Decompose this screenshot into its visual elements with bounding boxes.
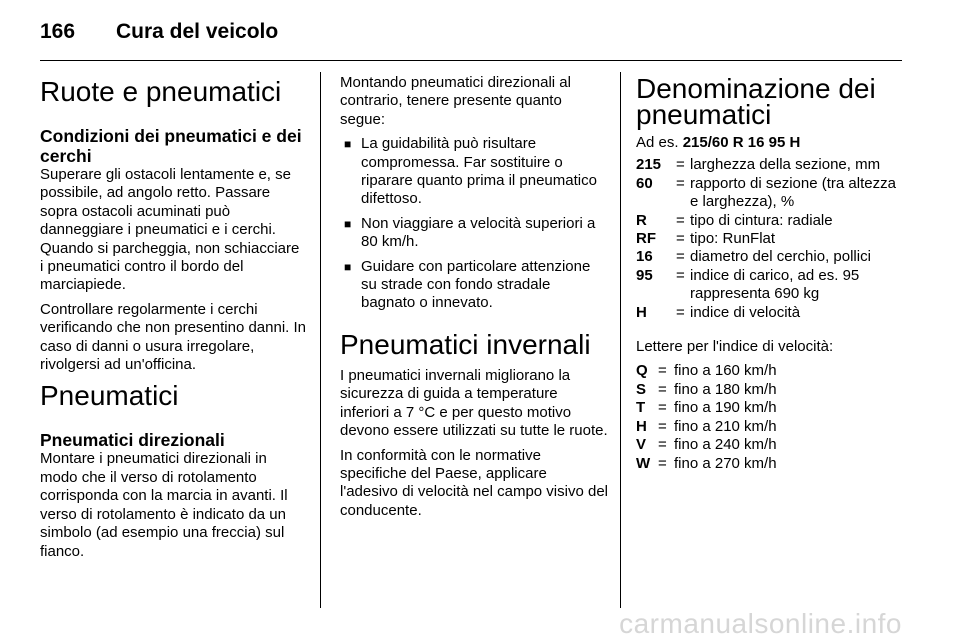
paragraph-invernali-1: I pneumatici invernali migliorano la sicurezza di guida a temperature inferiori a 7 °C e per questo motivo devono essere utilizzati su tutte le ruote. [340, 366, 608, 440]
table-row: Q = fino a 160 km/h [636, 362, 777, 380]
column-1 [40, 74, 306, 567]
table-row: T = fino a 190 km/h [636, 399, 777, 417]
table-row: V = fino a 240 km/h [636, 436, 777, 454]
page-header [40, 20, 278, 44]
section-title-pneumatici: Pneumatici [40, 380, 179, 412]
column-3 [636, 74, 906, 473]
paragraph-invernali-2: In conformità con le normative specifiche del Paese, applicare l'adesivo di velocità nel campo visivo del conducente. [340, 446, 609, 519]
table-row: W = fino a 270 km/h [636, 454, 777, 472]
square-bullet-icon: ■ [344, 259, 352, 274]
table-row: H = fino a 210 km/h [636, 417, 777, 435]
table-row: 215 = larghezza della sezione, mm [636, 156, 881, 174]
table-row: H = indice di velocità [636, 303, 801, 321]
watermark: carmanualsonline.info [619, 608, 902, 639]
section-title-denominazione: Denominazione dei pneumatici [636, 73, 876, 130]
paragraph-condizioni-1: Superare gli ostacoli lentamente e, se possibile, ad angolo retto. Passare sopra ostacoli acuminati può danneggiare i pneumatici e i cerchi. Quando si parcheggia, non schiacciare i pneumatici contro il bordo del marciapiede. [40, 166, 300, 294]
subheading-direzionali: Pneumatici direzionali [40, 430, 225, 451]
speed-index-table [636, 362, 777, 472]
page-number: 166 [40, 20, 76, 43]
warning-list [340, 135, 608, 313]
section-title-ruote: Ruote e pneumatici [40, 76, 282, 107]
list-item: ■ Guidare con particolare attenzione su strade con fondo stradale bagnato o innevato. [344, 257, 591, 312]
section-title-invernali: Pneumatici invernali [340, 328, 591, 360]
table-row: RF = tipo: RunFlat [636, 230, 776, 248]
square-bullet-icon: ■ [344, 216, 352, 231]
column-divider-2 [620, 72, 621, 608]
column-divider-1 [320, 72, 321, 608]
paragraph-direzionali: Montare i pneumatici direzionali in modo che il verso di rotolamento corrisponda con la marcia in avanti. Il verso di rotolamento è indicato da un simbolo (ad esempio una freccia) sul fianco. [40, 450, 288, 560]
table-row: 95 = indice di carico, ad es. 95 rappresenta 690 kg [636, 266, 860, 303]
header-rule [40, 60, 902, 61]
paragraph-intro: Montando pneumatici direzionali al contrario, tenere presente quanto segue: [340, 74, 571, 128]
page-title: Cura del veicolo [116, 20, 279, 43]
table-row: 16 = diametro del cerchio, pollici [636, 248, 871, 266]
tyre-code-table [636, 156, 906, 322]
subheading-condizioni: Condizioni dei pneumatici e dei cerchi [40, 126, 302, 166]
square-bullet-icon: ■ [344, 137, 352, 152]
speed-index-intro: Lettere per l'indice di velocità: [636, 338, 834, 356]
paragraph-condizioni-2: Controllare regolarmente i cerchi verificando che non presentino danni. In caso di danni o usura irregolare, rivolgersi ad un'officina. [40, 300, 307, 374]
list-item: ■ La guidabilità può risultare compromessa. Far sostituire o riparare quanto prima il pneumatico difettoso. [344, 135, 597, 208]
table-row: R = tipo di cintura: radiale [636, 211, 833, 229]
column-2 [340, 74, 608, 526]
table-row: 60 = rapporto di sezione (tra altezza e larghezza), % [636, 174, 896, 211]
list-item: ■ Non viaggiare a velocità superiori a 80 km/h. [344, 214, 596, 251]
table-row: S = fino a 180 km/h [636, 380, 777, 398]
example-line: Ad es. 215/60 R 16 95 H [636, 134, 801, 151]
